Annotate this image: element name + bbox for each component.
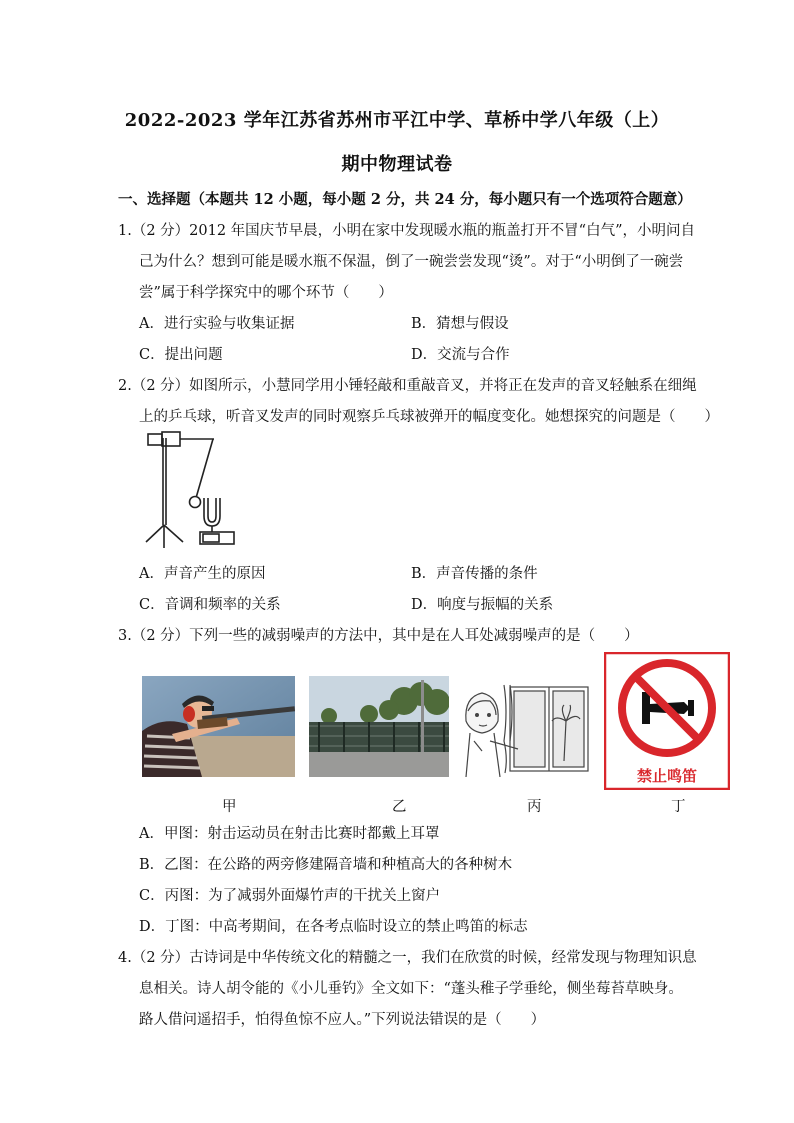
caption-bing: 丙	[527, 799, 542, 815]
q4-line-3: 路人借问遥招手，怕得鱼惊不应人。”下列说法错误的是（ ）	[139, 1012, 546, 1028]
q2-line-1: 2.（2 分）如图所示，小慧同学用小锤轻敲和重敲音叉，并将正在发声的音叉轻触系在细绳	[118, 378, 697, 394]
q2-option-b: B．声音传播的条件	[411, 566, 538, 582]
q1-option-b: B．猜想与假设	[411, 316, 509, 332]
q1-line-2: 己为什么？想到可能是暖水瓶不保温，倒了一碗尝尝发现“烫”。对于“小明倒了一碗尝	[139, 254, 684, 270]
shooter-earmuffs-photo	[142, 676, 295, 777]
q2-option-d: D．响度与振幅的关系	[411, 597, 554, 613]
q1-line-3: 尝”属于科学探究中的哪个环节（ ）	[139, 285, 393, 301]
q4-line-1: 4.（2 分）古诗词是中华传统文化的精髓之一，我们在欣赏的时候，经常发现与物理知识息	[118, 950, 697, 966]
q3-option-b: B．乙图：在公路的两旁修建隔音墙和种植高大的各种树木	[139, 857, 513, 873]
q2-option-a: A．声音产生的原因	[139, 566, 266, 582]
q4-line-2: 息相关。诗人胡令能的《小儿垂钓》全文如下：“蓬头稚子学垂纶，侧坐莓苔草映身。	[139, 981, 683, 997]
q3-option-c: C．丙图：为了减弱外面爆竹声的干扰关上窗户	[139, 888, 441, 904]
q2-line-2: 上的乒乓球，听音叉发声的同时观察乒乓球被弹开的幅度变化。她想探究的问题是（ ）	[139, 409, 719, 425]
q1-option-a: A．进行实验与收集证据	[139, 316, 295, 332]
closing-window-drawing	[460, 681, 598, 777]
q1-option-d: D．交流与合作	[411, 347, 510, 363]
q2-option-c: C．音调和频率的关系	[139, 597, 281, 613]
q1-option-c: C．提出问题	[139, 347, 223, 363]
tuning-fork-apparatus-figure	[136, 430, 248, 552]
caption-ding: 丁	[671, 799, 686, 815]
q3-option-a: A．甲图：射击运动员在射击比赛时都戴上耳罩	[139, 826, 440, 842]
section-heading: 一、选择题（本题共 12 小题，每小题 2 分，共 24 分，每小题只有一个选项符合题意）	[118, 191, 692, 208]
exam-title-line2: 期中物理试卷	[341, 154, 453, 175]
q1-line-1: 1.（2 分）2012 年国庆节早晨，小明在家中发现暖水瓶的瓶盖打开不冒“白气”，小明问自	[118, 223, 696, 239]
exam-title-line1: 2022-2023 学年江苏省苏州市平江中学、草桥中学八年级（上）	[124, 110, 670, 131]
q3-line-1: 3.（2 分）下列一些的减弱噪声的方法中，其中是在人耳处减弱噪声的是（ ）	[118, 628, 639, 644]
caption-yi: 乙	[392, 799, 407, 815]
caption-jia: 甲	[222, 799, 237, 815]
q3-option-d: D．丁图：中高考期间，在各考点临时设立的禁止鸣笛的标志	[139, 919, 528, 935]
sign-label: 禁止鸣笛	[636, 767, 697, 785]
sound-barrier-photo	[309, 676, 449, 777]
